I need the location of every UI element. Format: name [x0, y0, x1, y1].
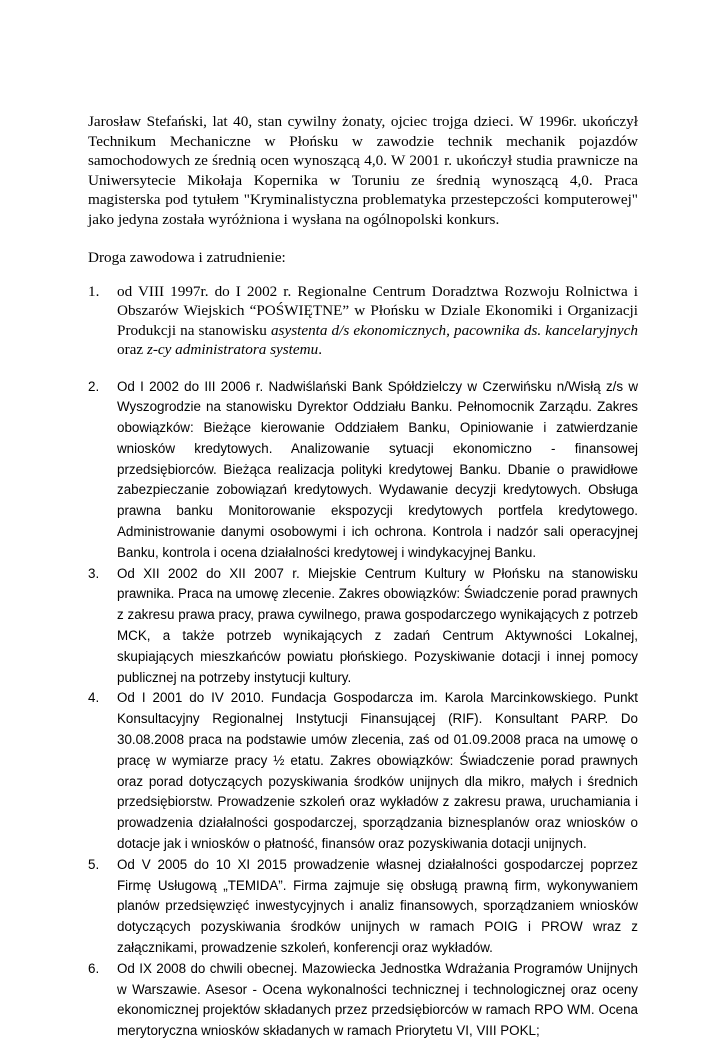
list-item	[88, 377, 638, 564]
list-item-text	[117, 283, 638, 359]
list-item	[88, 282, 638, 360]
document-page	[88, 112, 638, 1042]
list-item-number: 1.	[88, 282, 99, 302]
intro-paragraph: Jarosław Stefański, lat 40, stan cywilny żonaty, ojciec trojga dzieci. W 1996r. ukończył Technikum Mechaniczne w Płońsku w zawodzie technik mechanik pojazdów samochodowych ze średnią ocen wynoszącą 4,0. W 2001 r. ukończył studia prawnicze na Uniwersytecie Mikołaja Kopernika w Toruniu ze średnią wynoszącą 4,0. Praca magisterska pod tytułem "Kryminalistyczna problematyka przestepczości komputerowej" jako jedyna została wyróżniona i wysłana na ogólnopolski konkurs.	[88, 112, 638, 229]
career-heading: Droga zawodowa i zatrudnienie:	[88, 248, 638, 268]
list-item-number: 5.	[88, 855, 99, 876]
list-item-number: 2.	[88, 377, 99, 398]
list-item	[88, 564, 638, 689]
list-item-text-part: od VIII 1997r. do I 2002 r. Regionalne Centrum Doradztwa Rozwoju Rolnictwa i Obszarów Wiejskich “POŚWIĘTNE” w Płońsku w Dziale Ekonomiki i Organizacji Produkcji na stanowisku	[117, 283, 638, 339]
list-item	[88, 855, 638, 959]
list-item-text: Od V 2005 do 10 XI 2015 prowadzenie własnej działalności gospodarczej poprzez Firmę Usługową „TEMIDA”. Firma zajmuje się obsługą prawną firm, wykonywaniem planów przedsięwzięć inwestycyjnych i analiz finansowych, sporządzaniem wniosków dotyczących pozyskiwania środków unijnych w ramach POIG i PROW wraz z załącznikami, prowadzenie szkoleń, konferencji oraz wykładów.	[117, 857, 638, 955]
list-item-italic: z-cy administratora systemu	[147, 341, 318, 358]
list-item-italic: asystenta d/s ekonomicznych, pacownika ds. kancelaryjnych	[271, 322, 638, 339]
list-item-text: Od IX 2008 do chwili obecnej. Mazowiecka Jednostka Wdrażania Programów Unijnych w Warszawie. Asesor - Ocena wykonalności technicznej i technologicznej oraz oceny ekonomicznej projektów składanych przez przedsiębiorców w ramach RPO WM. Ocena merytoryczna wniosków składanych w ramach Priorytetu VI, VIII POKL;	[117, 961, 638, 1038]
list-item	[88, 959, 638, 1042]
career-list	[88, 282, 638, 1042]
list-item-number: 6.	[88, 959, 99, 980]
list-item	[88, 688, 638, 854]
list-item-text-part: oraz	[117, 341, 147, 358]
list-item-text: Od XII 2002 do XII 2007 r. Miejskie Centrum Kultury w Płońsku na stanowisku prawnika. Praca na umowę zlecenie. Zakres obowiązków: Świadczenie porad prawnych z zakresu prawa pracy, prawa cywilnego, prawa gospodarczego wynikających z potrzeb MCK, a także potrzeb wynikających z zadań Centrum Aktywności Lokalnej, skupiających mieszkańców powiatu płońskiego. Pozyskiwanie dotacji i innej pomocy publicznej na potrzeby instytucji kultury.	[117, 566, 638, 685]
list-item-text: Od I 2002 do III 2006 r. Nadwiślański Bank Spółdzielczy w Czerwińsku n/Wisłą z/s w Wyszogrodzie na stanowisku Dyrektor Oddziału Banku. Pełnomocnik Zarządu. Zakres obowiązków: Bieżące kierowanie Oddziałem Banku, Opiniowanie i zatwierdzanie wniosków kredytowych. Analizowanie sytuacji ekonomiczno - finansowej przedsiębiorców. Bieżąca realizacja polityki kredytowej Banku. Dbanie o prawidłowe zabezpieczanie zobowiązań kredytowych. Wydawanie decyzji kredytowych. Obsługa prawna banku Monitorowanie ekspozycji kredytowych portfela kredytowego. Administrowanie danymi osobowymi i ich ochrona. Kontrola i nadzór sali operacyjnej Banku, kontrola i ocena działalności kredytowej i windykacyjnej Banku.	[117, 379, 638, 560]
list-item-text-part: .	[318, 341, 322, 358]
list-item-text: Od I 2001 do IV 2010. Fundacja Gospodarcza im. Karola Marcinkowskiego. Punkt Konsultacyjny Regionalnej Instytucji Finansującej (RIF). Konsultant PARP. Do 30.08.2008 praca na podstawie umów zlecenia, zaś od 01.09.2008 praca na umowę o pracę w wymiarze pracy ½ etatu. Zakres obowiązków: Świadczenie porad prawnych oraz porad dotyczących pozyskiwania środków unijnych dla mikro, małych i średnich przedsiębiorstw. Prowadzenie szkoleń oraz wykładów z zakresu prawa, uruchamiania i prowadzenia działalności gospodarczej, sporządzania biznesplanów oraz wniosków o dotacje jak i wniosków o płatność, finansów oraz pozyskiwania dotacji unijnych.	[117, 690, 638, 851]
list-item-number: 4.	[88, 688, 99, 709]
list-item-number: 3.	[88, 564, 99, 585]
